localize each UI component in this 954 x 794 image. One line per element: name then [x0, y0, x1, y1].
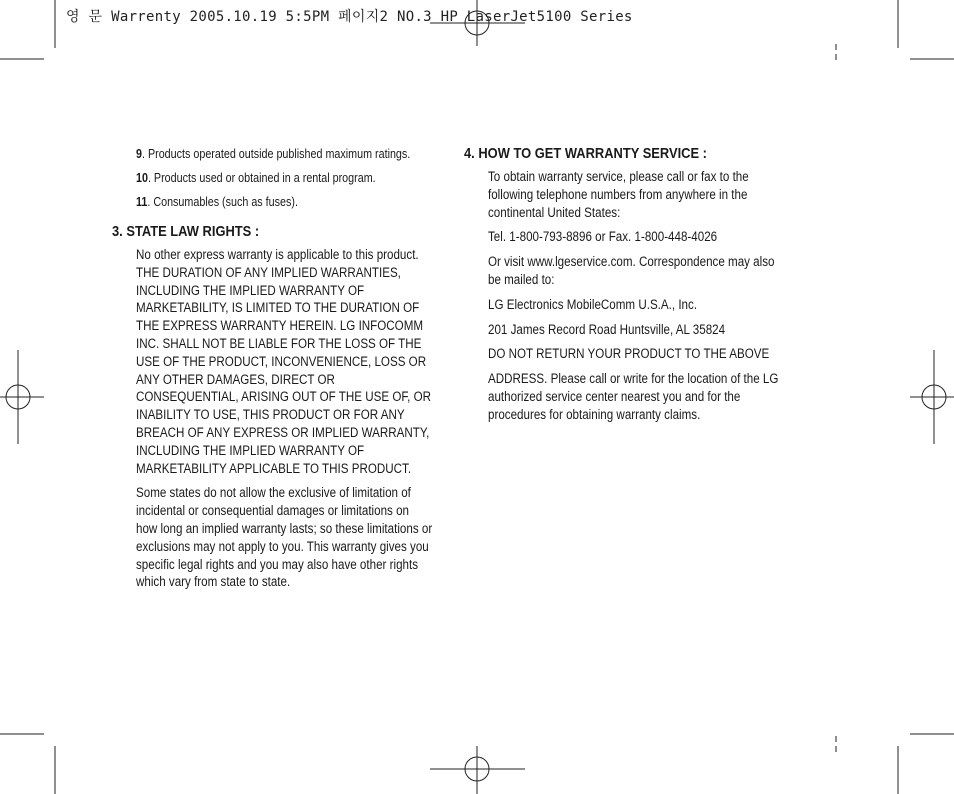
exclusion-item: 10. Products used or obtained in a rental program.: [136, 171, 376, 185]
section-heading-warranty-service: 4. HOW TO GET WARRANTY SERVICE :: [464, 145, 707, 162]
exclusion-item: 9. Products operated outside published maximum ratings.: [136, 147, 411, 161]
service-company-name: LG Electronics MobileComm U.S.A., Inc.: [488, 296, 698, 312]
exclusion-item: 11. Consumables (such as fuses).: [136, 195, 298, 209]
print-slug-header: 영 문 Warrenty 2005.10.19 5:5PM 페이지2 NO.3 HP LaserJet5100 Series: [66, 9, 633, 25]
service-paragraph: ADDRESS. Please call or write for the location of the LG authorized service center nearest you and for the procedures for obtaining warranty claims.: [488, 371, 779, 422]
service-website: Or visit www.lgeservice.com. Correspondence may also be mailed to:: [488, 254, 775, 287]
right-column: [464, 145, 782, 431]
state-law-paragraph: Some states do not allow the exclusive of limitation of incidental or consequential damages or limitations on how long an implied warranty lasts; so these limitations or exclusions may not apply to you. This warranty gives you specific legal rights and you may also have other rights which vary from state to state.: [136, 485, 433, 590]
service-phone-fax: Tel. 1-800-793-8896 or Fax. 1-800-448-4026: [488, 229, 718, 245]
section-heading-state-law-rights: 3. STATE LAW RIGHTS :: [112, 223, 260, 240]
service-address: 201 James Record Road Huntsville, AL 35824: [488, 321, 726, 337]
state-law-paragraph: No other express warranty is applicable to this product. THE DURATION OF ANY IMPLIED WARRANTIES, INCLUDING THE IMPLIED WARRANTY OF MARKETABILITY, IS LIMITED TO THE DURATION OF THE EXPRESS WARRANTY HEREIN. LG INFOCOMM INC. SHALL NOT BE LIABLE FOR THE LOSS OF THE USE OF THE PRODUCT, INCONVENIENCE, LOSS OR ANY OTHER DAMAGES, DIRECT OR CONSEQUENTIAL, ARISING OUT OF THE USE OF, OR INABILITY TO USE, THIS PRODUCT OR FOR ANY BREACH OF ANY EXPRESS OR IMPLIED WARRANTY, INCLUDING THE IMPLIED WARRANTY OF MARKETABILITY APPLICABLE TO THIS PRODUCT.: [136, 247, 432, 476]
service-paragraph: To obtain warranty service, please call or fax to the following telephone numbers from anywhere in the continental United States:: [488, 169, 749, 220]
left-column: [112, 145, 434, 598]
service-notice: DO NOT RETURN YOUR PRODUCT TO THE ABOVE: [488, 346, 770, 362]
